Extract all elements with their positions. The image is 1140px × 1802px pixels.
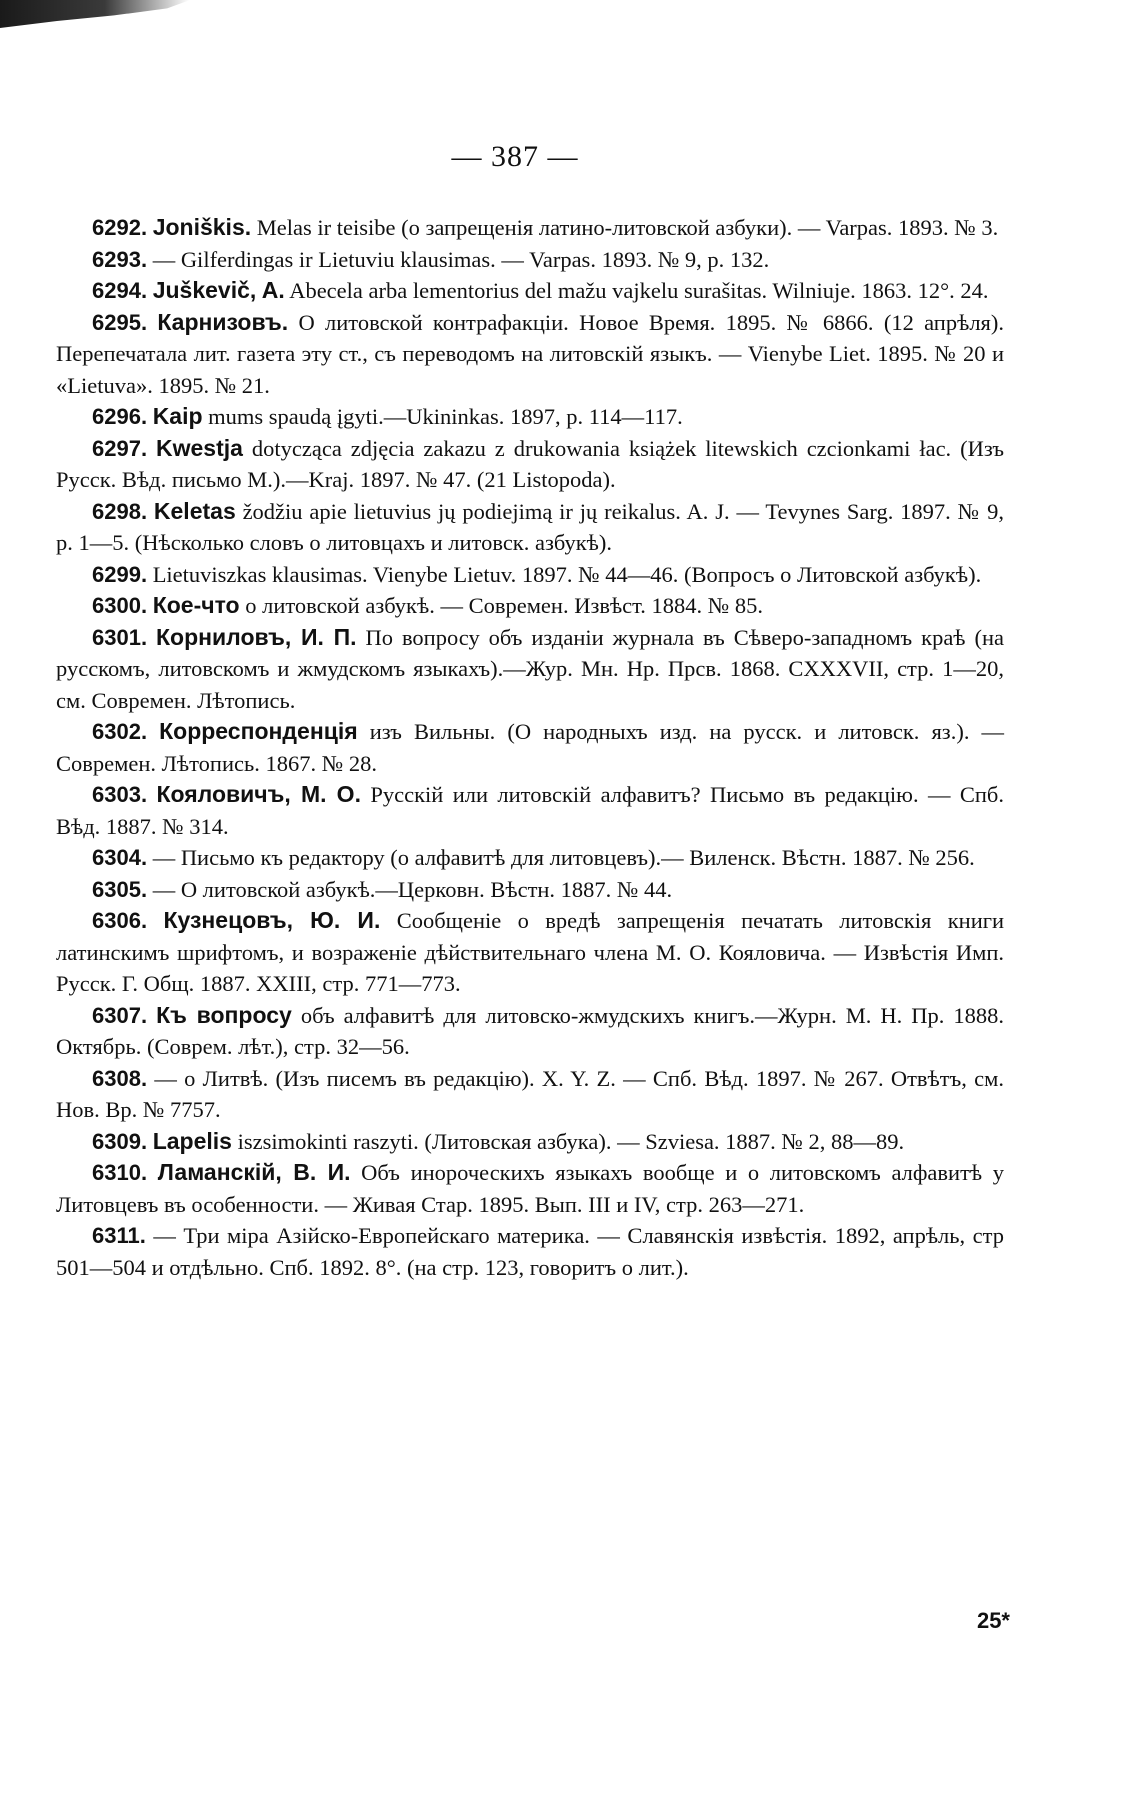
printer-signature-mark: 25* bbox=[976, 1608, 1010, 1633]
entry-heading: Kwestja bbox=[156, 434, 243, 461]
entry-number: 6293. bbox=[92, 246, 148, 272]
page-number: — 387 — bbox=[451, 140, 579, 173]
entry-text: — О литовской азбукѣ.—Церковн. Вѣстн. 1887. № 44. bbox=[147, 876, 673, 902]
bibliography-entry bbox=[56, 622, 1004, 717]
entry-text: — Письмо къ редактору (о алфавитѣ для литовцевъ).— Виленск. Вѣстн. 1887. № 256. bbox=[147, 845, 975, 870]
entry-number: 6311. bbox=[92, 1223, 146, 1248]
entry-number: 6296. bbox=[92, 404, 148, 429]
entry-heading: Къ вопросу bbox=[156, 1001, 292, 1028]
entry-text: Abecela arba lementorius del mažu vajkelu surašitas. Wilniuje. 1863. 12°. 24. bbox=[284, 278, 989, 303]
bibliography-entry bbox=[56, 842, 1004, 874]
bibliography-entry bbox=[56, 716, 1004, 779]
entry-number: 6302. bbox=[92, 719, 148, 744]
entry-text: dotycząca zdjęcia zakazu z drukowania książek litewskich czcionkami łac. (Изъ Русск. Вѣд. письмо М.).—Kraj. 1897. № 47. (21 Listopoda). bbox=[56, 435, 1005, 492]
entry-heading: Juškevič, A. bbox=[152, 277, 285, 303]
bibliography-entry bbox=[56, 307, 1004, 402]
bibliography-entry bbox=[56, 244, 1004, 276]
bibliography-entry bbox=[56, 401, 1004, 433]
entry-text: Русскій или литовскій алфавитъ? Письмо въ редакцію. — Спб. Вѣд. 1887. № 314. bbox=[56, 782, 1004, 839]
bibliography-entry bbox=[56, 590, 1004, 622]
entry-text: Lietuviszkas klausimas. Vienybe Lietuv. 1897. № 44—46. (Вопросъ о Литовской азбукѣ). bbox=[147, 561, 982, 587]
bibliography-entry bbox=[56, 496, 1004, 559]
entry-text: — Три міра Азійско-Европейскаго материка. — Славянскія извѣстія. 1892, апрѣль, стр 501—504 и отдѣльно. Спб. 1892. 8°. (на стр. 123, говоритъ о лит.). bbox=[56, 1223, 1004, 1280]
entry-number: 6309. bbox=[92, 1128, 148, 1154]
entry-heading: Кояловичъ, М. О. bbox=[156, 781, 361, 807]
entry-text: Сообщеніе о вредѣ запрещенія печатать литовскія книги латинскимъ шрифтомъ, и возраженіе дѣйствительнаго члена М. О. Кояловича. — Извѣстія Имп. Русск. Г. Общ. 1887. XXIII, стр. 771—773. bbox=[56, 908, 1004, 996]
entry-heading: Lapelis bbox=[152, 1127, 232, 1154]
bibliography-entry bbox=[56, 275, 1004, 307]
entry-number: 6292. bbox=[92, 215, 148, 240]
entry-number: 6307. bbox=[92, 1002, 148, 1028]
bibliography-entry bbox=[56, 779, 1004, 842]
entry-heading: Ламанскій, В. И. bbox=[157, 1159, 351, 1185]
entry-text: По вопросу объ изданіи журнала въ Сѣверо-западномъ краѣ (на русскомъ, литовскомъ и жмудскомъ языкахъ).—Жур. Мн. Нр. Прсв. 1868. CXXXVII, стр. 1—20, см. Современ. Лѣтопись. bbox=[56, 624, 1004, 713]
entry-number: 6304. bbox=[92, 845, 148, 870]
bibliography-entries bbox=[56, 212, 1004, 1283]
bibliography-entry bbox=[56, 212, 1004, 244]
entry-heading: Корниловъ, И. П. bbox=[156, 623, 357, 650]
entry-text: mums spaudą įgyti.—Ukininkas. 1897, p. 114—117. bbox=[202, 404, 683, 429]
entry-text: žodžiu apie lietuvius jų podiejimą ir jų reikalus. A. J. — Tevynes Sarg. 1897. № 9, p. 1—5. (Нѣсколько словъ о литовцахъ и литовск. азбукѣ). bbox=[56, 498, 1004, 555]
scan-edge-smudge bbox=[0, 0, 190, 28]
entry-number: 6306. bbox=[92, 908, 148, 933]
entry-text: изъ Вильны. (О народныхъ изд. на русск. и литовск. яз.). — Современ. Лѣтопись. 1867. № 28. bbox=[56, 719, 1004, 776]
entry-heading: Кузнецовъ, Ю. И. bbox=[163, 907, 381, 933]
entry-text: — Gilferdingas ir Lietuviu klausimas. — Varpas. 1893. № 9, p. 132. bbox=[147, 246, 770, 272]
entry-number: 6295. bbox=[92, 309, 148, 335]
entry-text: — о Литвѣ. (Изъ писемъ въ редакцію). X. Y. Z. — Спб. Вѣд. 1897. № 267. Отвѣтъ, см. Нов. Вр. № 7757. bbox=[56, 1065, 1004, 1122]
bibliography-entry bbox=[56, 874, 1004, 906]
entry-heading: Корреспонденція bbox=[159, 718, 358, 744]
entry-heading: Keletas bbox=[153, 497, 236, 524]
entry-text: объ алфавитѣ для литовско-жмудскихъ книгъ.—Журн. М. Н. Пр. 1888. Октябрь. (Соврем. лѣт.), стр. 32—56. bbox=[56, 1002, 1005, 1059]
bibliography-entry bbox=[56, 1126, 1004, 1158]
entry-number: 6303. bbox=[92, 782, 148, 807]
entry-text: Melas ir teisibe (о запрещенія латино-литовской азбуки). — Varpas. 1893. № 3. bbox=[251, 215, 999, 240]
bibliography-entry bbox=[56, 1000, 1004, 1063]
entry-number: 6297. bbox=[92, 435, 148, 461]
entry-number: 6300. bbox=[92, 593, 148, 618]
entry-text: О литовской контрафакціи. Новое Время. 1895. № 6866. (12 апрѣля). Перепечатала лит. газета эту ст., съ переводомъ на литовскій языкъ. — Vienybe Liet. 1895. № 20 и «Lietuva». 1895. № 21. bbox=[56, 309, 1005, 398]
entry-text: о литовской азбукѣ. — Современ. Извѣст. 1884. № 85. bbox=[239, 593, 764, 618]
entry-heading: Кое-что bbox=[152, 592, 240, 618]
bibliography-entry bbox=[56, 1063, 1004, 1126]
entry-number: 6310. bbox=[92, 1160, 148, 1185]
entry-heading: Карнизовъ. bbox=[157, 308, 289, 335]
entry-number: 6308. bbox=[92, 1065, 148, 1091]
bibliography-entry bbox=[56, 1157, 1004, 1220]
entry-number: 6299. bbox=[92, 561, 148, 587]
bibliography-entry bbox=[56, 905, 1004, 1000]
bibliography-entry bbox=[56, 433, 1004, 496]
bibliography-entry bbox=[56, 559, 1004, 591]
entry-number: 6305. bbox=[92, 876, 148, 902]
entry-heading: Kaip bbox=[152, 403, 203, 429]
entry-text: Объ инороческихъ языкахъ вообще и о литовскомъ алфавитѣ у Литовцевъ въ особенности. — Живая Стар. 1895. Вып. III и IV, стр. 263—271. bbox=[56, 1160, 1005, 1217]
entry-number: 6298. bbox=[92, 498, 148, 524]
entry-number: 6294. bbox=[92, 278, 148, 303]
entry-number: 6301. bbox=[92, 624, 148, 650]
entry-text: iszsimokinti raszyti. (Литовская азбука). — Szviesa. 1887. № 2, 88—89. bbox=[231, 1128, 905, 1154]
entry-heading: Joniškis. bbox=[152, 214, 252, 240]
bibliography-entry bbox=[56, 1220, 1004, 1283]
